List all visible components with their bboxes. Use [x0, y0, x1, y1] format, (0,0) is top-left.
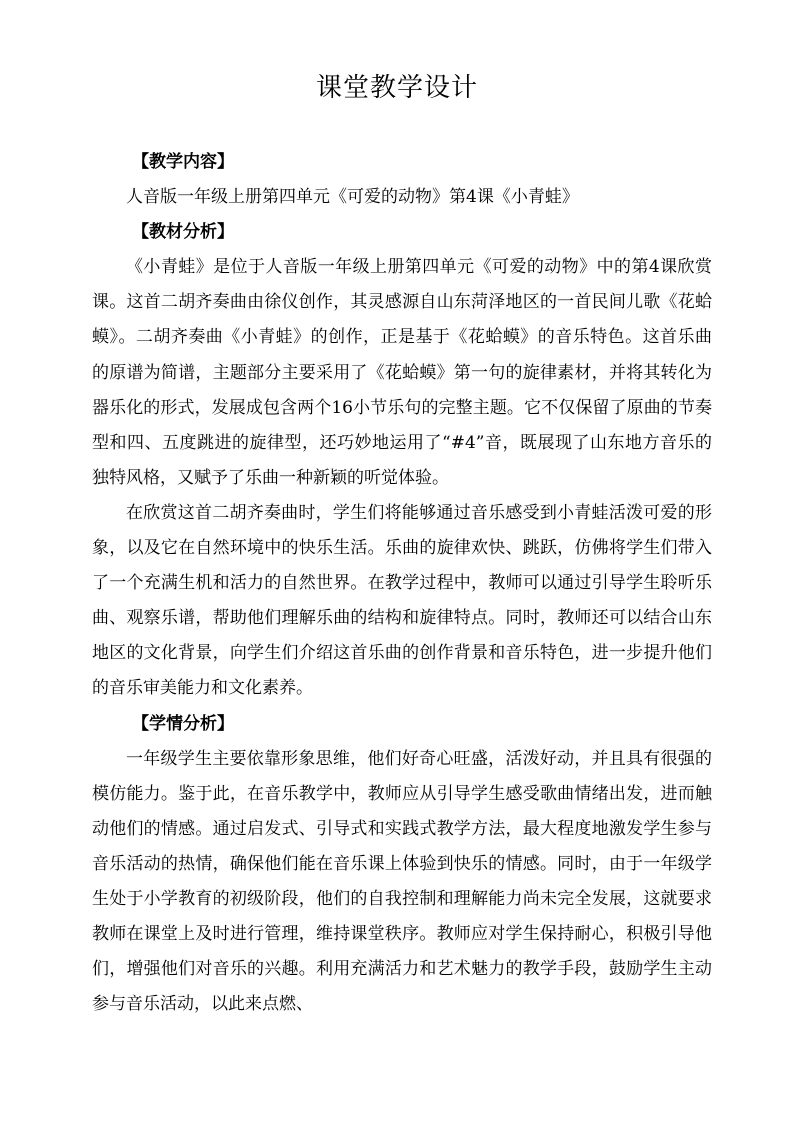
section-heading-material-analysis: 【教材分析】 — [132, 222, 234, 243]
section-heading-teaching-content: 【教学内容】 — [132, 152, 234, 172]
document-body — [92, 145, 712, 1022]
teaching-content-text: 人音版一年级上册第四单元《可爱的动物》第4课《小青蛙》 — [126, 187, 579, 208]
material-analysis-paragraph-2: 在欣赏这首二胡齐奏曲时，学生们将能够通过音乐感受到小青蛙活泼可爱的形象，以及它在自然环境中的快乐生活。乐曲的旋律欢快、跳跃，仿佛将学生们带入了一个充满生机和活力的自然世界。在教学过程中，教师可以通过引导学生聆听乐曲、观察乐谱，帮助他们理解乐曲的结构和旋律特点。同时，教师还可以结合山东地区的文化背景，向学生们介绍这首乐曲的创作背景和音乐特色，进一步提升他们的音乐审美能力和文化素养。 — [92, 502, 712, 699]
section-heading-student-analysis: 【学情分析】 — [132, 713, 234, 734]
page-title: 课堂教学设计 — [315, 73, 478, 103]
material-analysis-paragraph-1: 《小青蛙》是位于人音版一年级上册第四单元《可爱的动物》中的第4课欣赏课。这首二胡齐奏曲由徐仪创作，其灵感源自山东菏泽地区的一首民间儿歌《花蛤蟆》。二胡齐奏曲《小青蛙》的创作，正是基于《花蛤蟆》的音乐特色。这首乐曲的原谱为简谱，主题部分主要采用了《花蛤蟆》第一句的旋律素材，并将其转化为器乐化的形式，发展成包含两个16小节乐句的完整主题。它不仅保留了原曲的节奏型和四、五度跳进的旋律型，还巧妙地运用了“#4”音，既展现了山东地方音乐的独特风格，又赋予了乐曲一种新颖的听觉体验。 — [92, 257, 712, 488]
student-analysis-paragraph-1: 一年级学生主要依靠形象思维，他们好奇心旺盛，活泼好动，并且具有很强的模仿能力。鉴于此，在音乐教学中，教师应从引导学生感受歌曲情绪出发，进而触动他们的情感。通过启发式、引导式和实践式教学方法，最大程度地激发学生参与音乐活动的热情，确保他们能在音乐课上体验到快乐的情感。同时，由于一年级学生处于小学教育的初级阶段，他们的自我控制和理解能力尚未完全发展，这就要求教师在课堂上及时进行管理，维持课堂秩序。教师应对学生保持耐心，积极引导他们，增强他们对音乐的兴趣。利用充满活力和艺术魅力的教学手段，鼓励学生主动参与音乐活动，以此来点燃、 — [92, 748, 712, 1015]
